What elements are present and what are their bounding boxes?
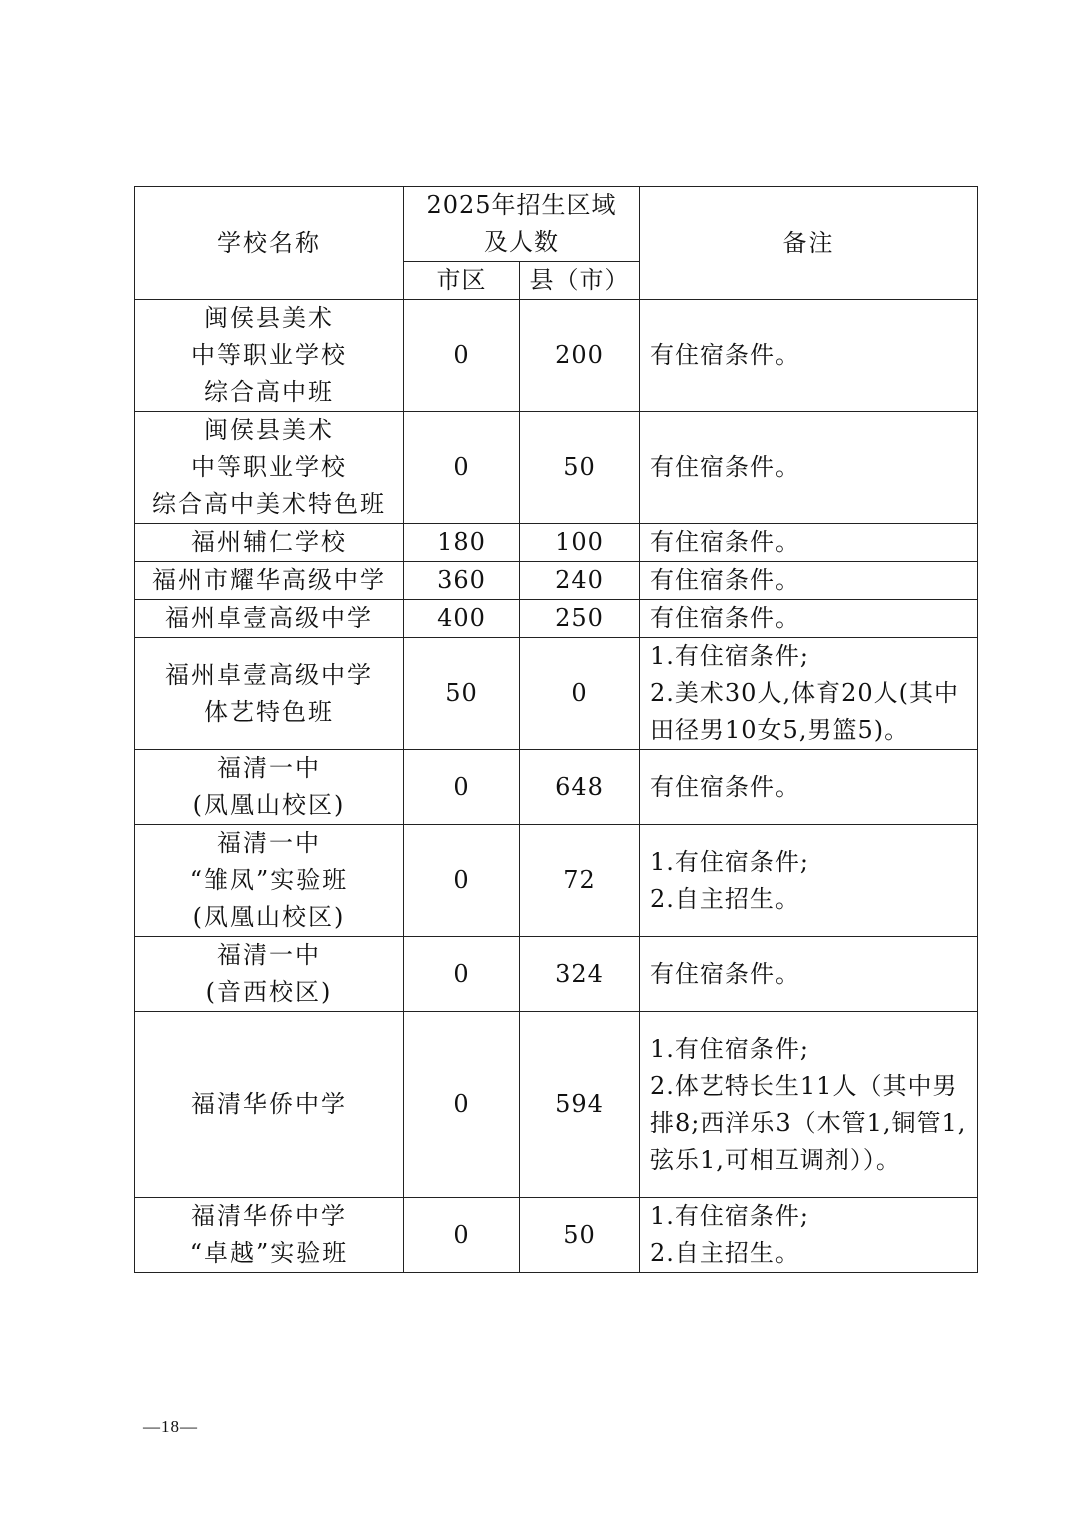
remarks-cell: 有住宿条件。 <box>640 600 978 638</box>
admissions-table <box>134 186 978 1273</box>
remarks-cell: 1.有住宿条件; 2.体艺特长生11人（其中男排8;西洋乐3（木管1,铜管1,弦乐1,可相互调剂））。 <box>640 1012 978 1198</box>
header-school-name: 学校名称 <box>135 187 404 300</box>
county-quota-cell: 200 <box>520 300 640 412</box>
county-quota-cell: 100 <box>520 524 640 562</box>
city-quota-cell: 0 <box>404 300 520 412</box>
remarks-cell: 有住宿条件。 <box>640 300 978 412</box>
header-row <box>135 187 978 262</box>
remarks-cell: 1.有住宿条件; 2.美术30人,体育20人(其中田径男10女5,男篮5)。 <box>640 638 978 750</box>
remarks-cell: 有住宿条件。 <box>640 562 978 600</box>
header-quota-group: 2025年招生区域 及人数 <box>404 187 640 262</box>
school-name-cell: 闽侯县美术 中等职业学校 综合高中美术特色班 <box>135 412 404 524</box>
remarks-cell: 1.有住宿条件; 2.自主招生。 <box>640 1198 978 1273</box>
remarks-cell: 1.有住宿条件; 2.自主招生。 <box>640 825 978 937</box>
school-name-cell: 闽侯县美术 中等职业学校 综合高中班 <box>135 300 404 412</box>
school-name-cell: 福清华侨中学 <box>135 1012 404 1198</box>
county-quota-cell: 72 <box>520 825 640 937</box>
remarks-cell: 有住宿条件。 <box>640 750 978 825</box>
table-row <box>135 412 978 524</box>
table-row <box>135 524 978 562</box>
page-number: —18— <box>143 1417 198 1436</box>
table-row <box>135 937 978 1012</box>
school-name-cell: 福州市耀华高级中学 <box>135 562 404 600</box>
city-quota-cell: 0 <box>404 1198 520 1273</box>
city-quota-cell: 400 <box>404 600 520 638</box>
city-quota-cell: 0 <box>404 825 520 937</box>
school-name-cell: 福清一中 (凤凰山校区) <box>135 750 404 825</box>
county-quota-cell: 50 <box>520 1198 640 1273</box>
city-quota-cell: 360 <box>404 562 520 600</box>
county-quota-cell: 0 <box>520 638 640 750</box>
county-quota-cell: 240 <box>520 562 640 600</box>
school-name-cell: 福州卓壹高级中学 体艺特色班 <box>135 638 404 750</box>
city-quota-cell: 0 <box>404 937 520 1012</box>
header-county: 县（市） <box>520 262 640 300</box>
header-city: 市区 <box>404 262 520 300</box>
remarks-cell: 有住宿条件。 <box>640 937 978 1012</box>
school-name-cell: 福州卓壹高级中学 <box>135 600 404 638</box>
county-quota-cell: 50 <box>520 412 640 524</box>
table-row <box>135 825 978 937</box>
table-row <box>135 562 978 600</box>
school-name-cell: 福州辅仁学校 <box>135 524 404 562</box>
county-quota-cell: 250 <box>520 600 640 638</box>
city-quota-cell: 0 <box>404 412 520 524</box>
city-quota-cell: 180 <box>404 524 520 562</box>
table-row <box>135 750 978 825</box>
remarks-cell: 有住宿条件。 <box>640 524 978 562</box>
city-quota-cell: 0 <box>404 750 520 825</box>
header-remarks: 备注 <box>640 187 978 300</box>
table-row <box>135 638 978 750</box>
table-row <box>135 1012 978 1198</box>
remarks-cell: 有住宿条件。 <box>640 412 978 524</box>
county-quota-cell: 648 <box>520 750 640 825</box>
county-quota-cell: 594 <box>520 1012 640 1198</box>
table-row <box>135 600 978 638</box>
county-quota-cell: 324 <box>520 937 640 1012</box>
table-row <box>135 1198 978 1273</box>
table-row <box>135 300 978 412</box>
city-quota-cell: 50 <box>404 638 520 750</box>
school-name-cell: 福清一中 (音西校区) <box>135 937 404 1012</box>
city-quota-cell: 0 <box>404 1012 520 1198</box>
school-name-cell: 福清华侨中学 “卓越”实验班 <box>135 1198 404 1273</box>
school-name-cell: 福清一中 “雏凤”实验班 (凤凰山校区) <box>135 825 404 937</box>
